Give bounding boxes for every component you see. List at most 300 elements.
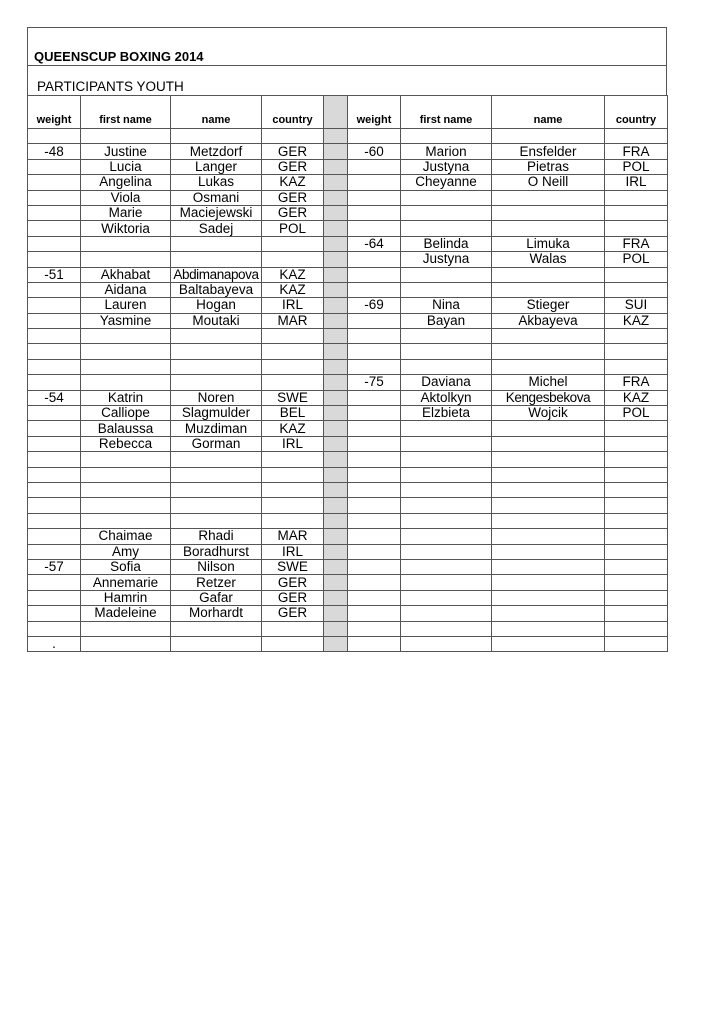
left-country-cell <box>262 513 324 528</box>
right-name-cell <box>492 436 605 451</box>
separator-cell <box>324 205 348 220</box>
left-weight-cell <box>28 236 81 251</box>
right-weight-cell <box>348 205 401 220</box>
left-name-cell: Noren <box>171 390 262 405</box>
right-country-cell: IRL <box>605 175 668 190</box>
right-first-name-cell <box>401 544 492 559</box>
left-country-cell: KAZ <box>262 282 324 297</box>
left-name-cell: Morhardt <box>171 606 262 621</box>
left-first-name-cell: Amy <box>81 544 171 559</box>
header-first-name-right: first name <box>401 96 492 129</box>
right-name-cell <box>492 344 605 359</box>
participants-table <box>27 95 668 652</box>
right-country-cell <box>605 190 668 205</box>
right-weight-cell <box>348 329 401 344</box>
header-country-right: country <box>605 96 668 129</box>
right-country-cell <box>605 513 668 528</box>
header-weight-left: weight <box>28 96 81 129</box>
separator-cell <box>324 421 348 436</box>
right-name-cell <box>492 329 605 344</box>
left-country-cell: GER <box>262 205 324 220</box>
right-first-name-cell: Daviana <box>401 375 492 390</box>
right-name-cell <box>492 282 605 297</box>
right-country-cell <box>605 282 668 297</box>
right-name-cell: O Neill <box>492 175 605 190</box>
right-weight-cell <box>348 159 401 174</box>
separator-cell <box>324 513 348 528</box>
separator-cell <box>324 190 348 205</box>
right-name-cell <box>492 221 605 236</box>
right-name-cell <box>492 636 605 651</box>
separator-cell <box>324 298 348 313</box>
right-weight-cell <box>348 636 401 651</box>
right-country-cell: FRA <box>605 375 668 390</box>
right-name-cell <box>492 467 605 482</box>
left-first-name-cell: Lucia <box>81 159 171 174</box>
separator-cell <box>324 221 348 236</box>
right-weight-cell <box>348 390 401 405</box>
table-row <box>28 175 668 190</box>
right-first-name-cell <box>401 513 492 528</box>
separator-column <box>324 96 348 129</box>
separator-cell <box>324 529 348 544</box>
left-country-cell: IRL <box>262 436 324 451</box>
separator-cell <box>324 359 348 374</box>
left-weight-cell: -51 <box>28 267 81 282</box>
left-name-cell: Osmani <box>171 190 262 205</box>
left-name-cell <box>171 129 262 144</box>
left-name-cell <box>171 621 262 636</box>
right-name-cell: Stieger <box>492 298 605 313</box>
subtitle-row <box>27 65 667 96</box>
left-weight-cell <box>28 421 81 436</box>
left-first-name-cell <box>81 129 171 144</box>
right-first-name-cell: Belinda <box>401 236 492 251</box>
left-country-cell: GER <box>262 575 324 590</box>
right-name-cell <box>492 621 605 636</box>
right-country-cell: SUI <box>605 298 668 313</box>
left-weight-cell <box>28 606 81 621</box>
table-row <box>28 452 668 467</box>
right-first-name-cell <box>401 129 492 144</box>
right-name-cell: Ensfelder <box>492 144 605 159</box>
left-country-cell <box>262 467 324 482</box>
right-name-cell <box>492 267 605 282</box>
left-country-cell <box>262 252 324 267</box>
left-first-name-cell: Yasmine <box>81 313 171 328</box>
left-name-cell <box>171 252 262 267</box>
separator-cell <box>324 498 348 513</box>
table-row <box>28 236 668 251</box>
left-first-name-cell <box>81 498 171 513</box>
left-name-cell <box>171 236 262 251</box>
right-first-name-cell <box>401 452 492 467</box>
right-name-cell: Walas <box>492 252 605 267</box>
right-name-cell: Akbayeva <box>492 313 605 328</box>
left-name-cell: Lukas <box>171 175 262 190</box>
title-row <box>27 27 667 66</box>
table-row <box>28 298 668 313</box>
left-country-cell: IRL <box>262 298 324 313</box>
left-first-name-cell: Aidana <box>81 282 171 297</box>
participants-sheet <box>27 27 667 655</box>
left-country-cell: MAR <box>262 313 324 328</box>
left-first-name-cell <box>81 621 171 636</box>
right-first-name-cell <box>401 621 492 636</box>
table-row <box>28 390 668 405</box>
separator-cell <box>324 390 348 405</box>
table-row <box>28 375 668 390</box>
left-weight-cell <box>28 129 81 144</box>
right-country-cell <box>605 559 668 574</box>
right-country-cell <box>605 267 668 282</box>
separator-cell <box>324 467 348 482</box>
right-name-cell <box>492 498 605 513</box>
right-country-cell <box>605 221 668 236</box>
right-weight-cell <box>348 513 401 528</box>
left-country-cell: SWE <box>262 390 324 405</box>
right-name-cell <box>492 452 605 467</box>
table-row <box>28 159 668 174</box>
left-first-name-cell: Katrin <box>81 390 171 405</box>
table-row <box>28 267 668 282</box>
left-first-name-cell: Calliope <box>81 406 171 421</box>
table-row <box>28 344 668 359</box>
left-first-name-cell <box>81 344 171 359</box>
separator-cell <box>324 606 348 621</box>
left-weight-cell <box>28 544 81 559</box>
right-first-name-cell <box>401 590 492 605</box>
left-country-cell: BEL <box>262 406 324 421</box>
table-row <box>28 190 668 205</box>
left-name-cell <box>171 375 262 390</box>
separator-cell <box>324 144 348 159</box>
left-name-cell: Nilson <box>171 559 262 574</box>
right-first-name-cell <box>401 498 492 513</box>
left-country-cell: GER <box>262 590 324 605</box>
left-weight-cell <box>28 359 81 374</box>
right-name-cell <box>492 190 605 205</box>
right-name-cell: Kengesbekova <box>492 390 605 405</box>
separator-cell <box>324 621 348 636</box>
right-weight-cell <box>348 621 401 636</box>
left-country-cell <box>262 344 324 359</box>
right-first-name-cell <box>401 190 492 205</box>
header-row <box>28 96 668 129</box>
document-subtitle: PARTICIPANTS YOUTH <box>37 79 184 94</box>
left-name-cell <box>171 329 262 344</box>
right-weight-cell <box>348 544 401 559</box>
right-weight-cell <box>348 452 401 467</box>
left-name-cell: Maciejewski <box>171 205 262 220</box>
left-country-cell: KAZ <box>262 421 324 436</box>
left-weight-cell <box>28 452 81 467</box>
left-country-cell <box>262 621 324 636</box>
left-first-name-cell: Lauren <box>81 298 171 313</box>
left-country-cell <box>262 482 324 497</box>
left-name-cell <box>171 452 262 467</box>
left-first-name-cell: Angelina <box>81 175 171 190</box>
right-country-cell <box>605 205 668 220</box>
left-weight-cell <box>28 590 81 605</box>
left-weight-cell: -54 <box>28 390 81 405</box>
left-name-cell <box>171 498 262 513</box>
table-row <box>28 252 668 267</box>
document-title: QUEENSCUP BOXING 2014 <box>34 49 204 64</box>
left-name-cell: Slagmulder <box>171 406 262 421</box>
left-weight-cell <box>28 621 81 636</box>
left-country-cell: GER <box>262 190 324 205</box>
right-first-name-cell <box>401 267 492 282</box>
left-first-name-cell: Akhabat <box>81 267 171 282</box>
left-weight-cell <box>28 498 81 513</box>
left-country-cell: POL <box>262 221 324 236</box>
right-first-name-cell: Nina <box>401 298 492 313</box>
left-name-cell: Retzer <box>171 575 262 590</box>
separator-cell <box>324 282 348 297</box>
right-first-name-cell <box>401 529 492 544</box>
right-weight-cell <box>348 359 401 374</box>
left-first-name-cell <box>81 252 171 267</box>
right-country-cell <box>605 498 668 513</box>
right-country-cell <box>605 452 668 467</box>
table-row <box>28 359 668 374</box>
right-weight-cell <box>348 436 401 451</box>
left-country-cell <box>262 359 324 374</box>
separator-cell <box>324 436 348 451</box>
right-first-name-cell: Justyna <box>401 159 492 174</box>
right-name-cell <box>492 606 605 621</box>
table-row <box>28 144 668 159</box>
right-weight-cell: -60 <box>348 144 401 159</box>
right-weight-cell <box>348 175 401 190</box>
right-weight-cell <box>348 575 401 590</box>
right-country-cell <box>605 590 668 605</box>
table-row <box>28 544 668 559</box>
left-country-cell: GER <box>262 144 324 159</box>
left-weight-cell <box>28 406 81 421</box>
right-country-cell <box>605 129 668 144</box>
right-weight-cell <box>348 467 401 482</box>
left-weight-cell <box>28 375 81 390</box>
right-country-cell: KAZ <box>605 313 668 328</box>
separator-cell <box>324 375 348 390</box>
right-weight-cell <box>348 344 401 359</box>
table-row <box>28 406 668 421</box>
separator-cell <box>324 175 348 190</box>
right-weight-cell <box>348 313 401 328</box>
left-name-cell <box>171 636 262 651</box>
left-first-name-cell: Sofia <box>81 559 171 574</box>
table-row <box>28 129 668 144</box>
header-first-name-left: first name <box>81 96 171 129</box>
left-first-name-cell <box>81 375 171 390</box>
table-row <box>28 636 668 651</box>
left-first-name-cell: Balaussa <box>81 421 171 436</box>
separator-cell <box>324 344 348 359</box>
left-weight-cell <box>28 175 81 190</box>
right-first-name-cell: Aktolkyn <box>401 390 492 405</box>
right-weight-cell <box>348 406 401 421</box>
header-country-left: country <box>262 96 324 129</box>
right-weight-cell <box>348 498 401 513</box>
left-country-cell <box>262 375 324 390</box>
right-first-name-cell <box>401 467 492 482</box>
left-first-name-cell: Madeleine <box>81 606 171 621</box>
header-name-right: name <box>492 96 605 129</box>
right-name-cell: Wojcik <box>492 406 605 421</box>
right-name-cell <box>492 544 605 559</box>
right-country-cell <box>605 344 668 359</box>
right-country-cell <box>605 636 668 651</box>
left-weight-cell <box>28 467 81 482</box>
left-name-cell: Sadej <box>171 221 262 236</box>
right-name-cell <box>492 559 605 574</box>
right-weight-cell <box>348 421 401 436</box>
right-first-name-cell: Justyna <box>401 252 492 267</box>
table-row <box>28 482 668 497</box>
left-first-name-cell: Chaimae <box>81 529 171 544</box>
right-first-name-cell <box>401 421 492 436</box>
left-first-name-cell <box>81 513 171 528</box>
header-name-left: name <box>171 96 262 129</box>
right-first-name-cell <box>401 482 492 497</box>
right-name-cell: Michel <box>492 375 605 390</box>
left-name-cell: Gorman <box>171 436 262 451</box>
separator-cell <box>324 329 348 344</box>
left-country-cell: KAZ <box>262 175 324 190</box>
right-weight-cell <box>348 129 401 144</box>
left-weight-cell <box>28 482 81 497</box>
right-country-cell: KAZ <box>605 390 668 405</box>
table-row <box>28 498 668 513</box>
table-row <box>28 282 668 297</box>
right-first-name-cell <box>401 636 492 651</box>
right-country-cell <box>605 621 668 636</box>
right-country-cell <box>605 529 668 544</box>
left-name-cell: Hogan <box>171 298 262 313</box>
right-name-cell <box>492 359 605 374</box>
separator-cell <box>324 636 348 651</box>
right-name-cell <box>492 205 605 220</box>
left-first-name-cell <box>81 452 171 467</box>
right-name-cell <box>492 129 605 144</box>
right-name-cell: Limuka <box>492 236 605 251</box>
right-first-name-cell: Marion <box>401 144 492 159</box>
right-first-name-cell <box>401 559 492 574</box>
right-country-cell <box>605 436 668 451</box>
left-first-name-cell <box>81 359 171 374</box>
left-first-name-cell <box>81 482 171 497</box>
right-country-cell <box>605 544 668 559</box>
separator-cell <box>324 559 348 574</box>
left-first-name-cell: Marie <box>81 205 171 220</box>
table-row <box>28 621 668 636</box>
header-weight-right: weight <box>348 96 401 129</box>
left-first-name-cell: Rebecca <box>81 436 171 451</box>
right-weight-cell <box>348 282 401 297</box>
left-name-cell: Abdimanapova <box>171 267 262 282</box>
left-country-cell <box>262 329 324 344</box>
right-first-name-cell <box>401 205 492 220</box>
left-weight-cell <box>28 329 81 344</box>
left-country-cell: GER <box>262 159 324 174</box>
table-row <box>28 436 668 451</box>
left-first-name-cell: Viola <box>81 190 171 205</box>
left-weight-cell <box>28 436 81 451</box>
right-first-name-cell: Elzbieta <box>401 406 492 421</box>
table-row <box>28 575 668 590</box>
left-country-cell <box>262 129 324 144</box>
left-name-cell <box>171 513 262 528</box>
left-weight-cell: . <box>28 636 81 651</box>
separator-cell <box>324 544 348 559</box>
separator-cell <box>324 452 348 467</box>
table-row <box>28 205 668 220</box>
left-name-cell: Boradhurst <box>171 544 262 559</box>
left-name-cell: Gafar <box>171 590 262 605</box>
right-name-cell <box>492 575 605 590</box>
left-weight-cell <box>28 344 81 359</box>
right-first-name-cell: Bayan <box>401 313 492 328</box>
right-name-cell <box>492 529 605 544</box>
table-row <box>28 513 668 528</box>
left-first-name-cell <box>81 236 171 251</box>
right-name-cell <box>492 590 605 605</box>
table-row <box>28 313 668 328</box>
table-row <box>28 606 668 621</box>
right-weight-cell <box>348 221 401 236</box>
left-first-name-cell: Hamrin <box>81 590 171 605</box>
right-first-name-cell <box>401 436 492 451</box>
right-country-cell <box>605 606 668 621</box>
right-name-cell <box>492 482 605 497</box>
right-country-cell <box>605 421 668 436</box>
right-weight-cell <box>348 190 401 205</box>
table-row <box>28 467 668 482</box>
right-weight-cell <box>348 606 401 621</box>
left-country-cell <box>262 498 324 513</box>
right-weight-cell: -75 <box>348 375 401 390</box>
separator-cell <box>324 267 348 282</box>
right-first-name-cell <box>401 575 492 590</box>
table-row <box>28 421 668 436</box>
left-weight-cell <box>28 282 81 297</box>
left-weight-cell: -57 <box>28 559 81 574</box>
right-weight-cell <box>348 590 401 605</box>
separator-cell <box>324 159 348 174</box>
left-first-name-cell <box>81 467 171 482</box>
left-country-cell: KAZ <box>262 267 324 282</box>
right-weight-cell <box>348 482 401 497</box>
left-weight-cell <box>28 221 81 236</box>
right-name-cell: Pietras <box>492 159 605 174</box>
left-name-cell: Muzdiman <box>171 421 262 436</box>
left-name-cell: Langer <box>171 159 262 174</box>
right-country-cell: POL <box>605 406 668 421</box>
left-name-cell: Moutaki <box>171 313 262 328</box>
right-first-name-cell <box>401 221 492 236</box>
right-first-name-cell <box>401 344 492 359</box>
left-weight-cell <box>28 159 81 174</box>
left-country-cell: SWE <box>262 559 324 574</box>
left-weight-cell <box>28 190 81 205</box>
right-name-cell <box>492 421 605 436</box>
left-weight-cell <box>28 513 81 528</box>
right-weight-cell <box>348 252 401 267</box>
left-weight-cell <box>28 529 81 544</box>
left-name-cell <box>171 359 262 374</box>
